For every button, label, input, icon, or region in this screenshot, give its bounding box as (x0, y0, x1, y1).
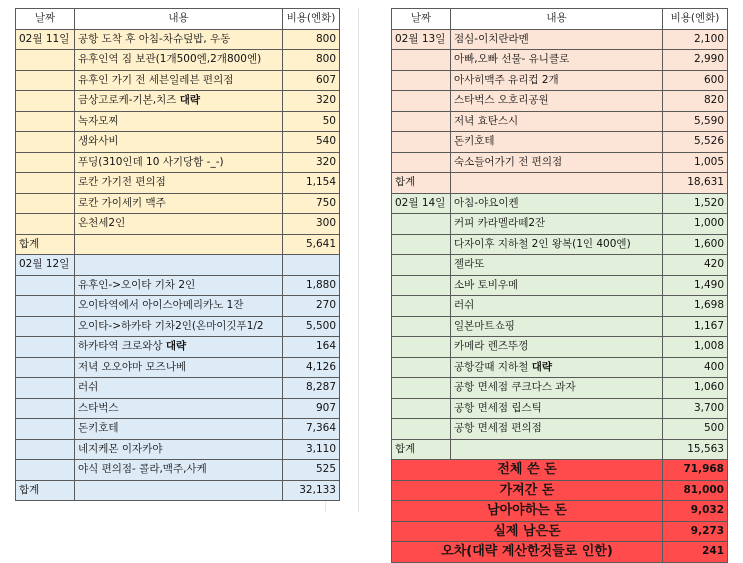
cost-cell[interactable]: 1,490 (663, 275, 728, 296)
table-row (16, 173, 340, 194)
header-date[interactable]: 날짜 (392, 9, 451, 30)
content-cell[interactable] (75, 255, 283, 276)
content-cell[interactable]: 오이타->하카타 기차2인(온마이깃푸1/2 (75, 316, 283, 337)
total-row (392, 173, 728, 194)
cost-cell[interactable]: 1,880 (283, 275, 340, 296)
date-cell[interactable] (16, 460, 75, 481)
table-row (392, 296, 728, 317)
date-cell[interactable] (392, 214, 451, 235)
header-date[interactable]: 날짜 (16, 9, 75, 30)
table-row (16, 111, 340, 132)
date-cell[interactable] (392, 152, 451, 173)
content-cell[interactable]: 카메라 렌즈뚜껑 (451, 337, 663, 358)
header-content[interactable]: 내용 (75, 9, 283, 30)
expense-table-left (15, 8, 340, 501)
cost-cell[interactable]: 4,126 (283, 357, 340, 378)
content-cell[interactable]: 로칸 가이세키 맥주 (75, 193, 283, 214)
content-cell[interactable]: 로칸 가기전 편의점 (75, 173, 283, 194)
table-row (16, 460, 340, 481)
table-row (392, 357, 728, 378)
expense-table-right (391, 8, 728, 563)
cost-cell[interactable]: 7,364 (283, 419, 340, 440)
table-row (392, 398, 728, 419)
cost-cell[interactable]: 1,167 (663, 316, 728, 337)
date-cell[interactable] (392, 398, 451, 419)
content-cell[interactable]: 일본마트쇼핑 (451, 316, 663, 337)
date-cell[interactable] (392, 111, 451, 132)
cost-cell[interactable]: 800 (283, 50, 340, 71)
summary-label[interactable]: 남아야하는 돈 (392, 501, 663, 522)
table-row (16, 193, 340, 214)
header-cost[interactable]: 비용(엔화) (283, 9, 340, 30)
content-cell[interactable]: 유후인 가기 전 세븐일레븐 편의점 (75, 70, 283, 91)
cost-cell[interactable]: 3,110 (283, 439, 340, 460)
cost-cell[interactable]: 907 (283, 398, 340, 419)
table-row (392, 111, 728, 132)
cost-cell[interactable]: 320 (283, 152, 340, 173)
date-cell[interactable] (392, 275, 451, 296)
cost-cell[interactable]: 750 (283, 193, 340, 214)
table-row (392, 152, 728, 173)
content-cell[interactable]: 아사히맥주 유리컵 2개 (451, 70, 663, 91)
content-cell[interactable]: 아침-야요이켄 (451, 193, 663, 214)
content-cell[interactable]: 젤라또 (451, 255, 663, 276)
summary-row (392, 521, 728, 542)
content-cell[interactable]: 돈키호테 (75, 419, 283, 440)
date-cell[interactable] (392, 234, 451, 255)
cost-cell[interactable]: 1,005 (663, 152, 728, 173)
date-cell[interactable] (392, 296, 451, 317)
table-row (16, 398, 340, 419)
summary-row (392, 460, 728, 481)
content-cell[interactable]: 야식 편의점- 콜라,맥주,사케 (75, 460, 283, 481)
content-cell[interactable]: 유후인->오이타 기차 2인 (75, 275, 283, 296)
date-cell[interactable] (16, 275, 75, 296)
summary-row (392, 542, 728, 563)
cost-cell[interactable]: 500 (663, 419, 728, 440)
table-row (392, 91, 728, 112)
cost-cell[interactable]: 1,154 (283, 173, 340, 194)
cost-cell[interactable]: 1,060 (663, 378, 728, 399)
date-cell[interactable] (16, 50, 75, 71)
table-row (16, 357, 340, 378)
summary-row (392, 480, 728, 501)
table-row (392, 378, 728, 399)
date-cell[interactable] (16, 337, 75, 358)
date-cell[interactable] (392, 337, 451, 358)
cost-cell[interactable]: 2,990 (663, 50, 728, 71)
table-row (392, 193, 728, 214)
content-cell[interactable]: 숙소들어가기 전 편의점 (451, 152, 663, 173)
content-cell[interactable]: 녹자모찌 (75, 111, 283, 132)
total-blank[interactable] (451, 439, 663, 460)
content-cell[interactable]: 공항 면세점 립스틱 (451, 398, 663, 419)
date-cell[interactable] (16, 132, 75, 153)
content-cell[interactable]: 공항 면세점 쿠크다스 과자 (451, 378, 663, 399)
content-cell[interactable]: 저녁 오오야마 모즈나베 (75, 357, 283, 378)
table-row (392, 50, 728, 71)
total-value[interactable]: 5,641 (283, 234, 340, 255)
cost-cell[interactable]: 800 (283, 29, 340, 50)
cost-cell[interactable]: 1,000 (663, 214, 728, 235)
sheet-gridline (358, 8, 359, 512)
table-row (392, 275, 728, 296)
date-cell[interactable] (16, 296, 75, 317)
content-cell[interactable]: 커피 카라멜라떼2잔 (451, 214, 663, 235)
cost-cell[interactable]: 3,700 (663, 398, 728, 419)
date-cell[interactable] (392, 419, 451, 440)
summary-row (392, 501, 728, 522)
summary-value[interactable]: 81,000 (663, 480, 728, 501)
cost-cell[interactable]: 8,287 (283, 378, 340, 399)
content-cell[interactable]: 아빠,오빠 선물- 유니클로 (451, 50, 663, 71)
date-cell[interactable] (392, 91, 451, 112)
content-cell[interactable]: 금상고로케-기본,치즈 대략 (75, 91, 283, 112)
total-blank[interactable] (451, 173, 663, 194)
content-cell[interactable]: 온천세2인 (75, 214, 283, 235)
table-row (392, 419, 728, 440)
table-row (16, 316, 340, 337)
table-row (16, 29, 340, 50)
table-row (392, 316, 728, 337)
content-cell[interactable]: 푸딩(310인데 10 사기당함 -_-) (75, 152, 283, 173)
table-row (16, 275, 340, 296)
summary-value[interactable]: 9,032 (663, 501, 728, 522)
content-cell[interactable]: 돈키호테 (451, 132, 663, 153)
date-cell[interactable] (16, 316, 75, 337)
date-cell[interactable] (392, 50, 451, 71)
cost-cell[interactable]: 1,600 (663, 234, 728, 255)
table-row (16, 50, 340, 71)
summary-value[interactable]: 71,968 (663, 460, 728, 481)
cost-cell[interactable]: 1,698 (663, 296, 728, 317)
date-cell[interactable]: 02월 14일 (392, 193, 451, 214)
table-row (16, 296, 340, 317)
total-blank[interactable] (75, 234, 283, 255)
cost-cell[interactable]: 50 (283, 111, 340, 132)
date-cell[interactable] (392, 378, 451, 399)
date-cell[interactable] (392, 132, 451, 153)
date-cell[interactable] (392, 255, 451, 276)
date-cell[interactable] (16, 357, 75, 378)
total-label[interactable]: 합계 (392, 173, 451, 194)
total-row (392, 439, 728, 460)
table-row (392, 214, 728, 235)
header-cost[interactable]: 비용(엔화) (663, 9, 728, 30)
total-value[interactable]: 18,631 (663, 173, 728, 194)
content-cell[interactable]: 저녁 효탄스시 (451, 111, 663, 132)
cost-cell[interactable]: 600 (663, 70, 728, 91)
content-cell[interactable]: 다자이후 지하철 2인 왕복(1인 400엔) (451, 234, 663, 255)
table-row (16, 214, 340, 235)
content-cell[interactable]: 스타벅스 오호리공원 (451, 91, 663, 112)
table-row (16, 70, 340, 91)
table-row (392, 70, 728, 91)
content-cell[interactable]: 오이타역에서 아이스아메리카노 1잔 (75, 296, 283, 317)
summary-value[interactable]: 9,273 (663, 521, 728, 542)
date-cell[interactable] (16, 111, 75, 132)
summary-label[interactable]: 전체 쓴 돈 (392, 460, 663, 481)
summary-label[interactable]: 가져간 돈 (392, 480, 663, 501)
cost-cell[interactable]: 540 (283, 132, 340, 153)
summary-label[interactable]: 실제 남은돈 (392, 521, 663, 542)
approx-marker: 대략 (531, 360, 552, 373)
cost-cell[interactable]: 1,520 (663, 193, 728, 214)
content-cell[interactable]: 하카타역 크로와상 대략 (75, 337, 283, 358)
cost-cell[interactable]: 1,008 (663, 337, 728, 358)
cost-cell[interactable]: 300 (283, 214, 340, 235)
content-cell[interactable]: 점심-이치란라멘 (451, 29, 663, 50)
cost-cell[interactable]: 5,526 (663, 132, 728, 153)
date-cell[interactable] (16, 91, 75, 112)
total-label[interactable]: 합계 (16, 480, 75, 501)
date-cell[interactable]: 02월 13일 (392, 29, 451, 50)
date-cell[interactable] (16, 378, 75, 399)
total-row (16, 234, 340, 255)
content-cell[interactable]: 스타벅스 (75, 398, 283, 419)
header-content[interactable]: 내용 (451, 9, 663, 30)
table-row (16, 152, 340, 173)
date-cell[interactable] (392, 70, 451, 91)
cost-cell[interactable] (283, 255, 340, 276)
cost-cell[interactable]: 400 (663, 357, 728, 378)
table-row (16, 91, 340, 112)
cost-cell[interactable]: 164 (283, 337, 340, 358)
total-label[interactable]: 합계 (16, 234, 75, 255)
content-cell[interactable]: 공항갈때 지하철 대략 (451, 357, 663, 378)
content-cell[interactable]: 공항 도착 후 아침-차슈덮밥, 우동 (75, 29, 283, 50)
table-row (392, 255, 728, 276)
cost-cell[interactable]: 607 (283, 70, 340, 91)
content-cell[interactable]: 공항 면세점 편의점 (451, 419, 663, 440)
header-row (392, 9, 728, 30)
total-label[interactable]: 합계 (392, 439, 451, 460)
date-cell[interactable] (16, 70, 75, 91)
total-blank[interactable] (75, 480, 283, 501)
table-row (392, 337, 728, 358)
cost-cell[interactable]: 5,500 (283, 316, 340, 337)
cost-cell[interactable]: 5,590 (663, 111, 728, 132)
table-row (16, 378, 340, 399)
total-value[interactable]: 32,133 (283, 480, 340, 501)
total-row (16, 480, 340, 501)
date-cell[interactable] (16, 398, 75, 419)
content-cell[interactable]: 러쉬 (75, 378, 283, 399)
header-row (16, 9, 340, 30)
content-cell[interactable]: 유후인역 짐 보관(1개500엔,2개800엔) (75, 50, 283, 71)
date-cell[interactable] (16, 419, 75, 440)
cost-cell[interactable]: 270 (283, 296, 340, 317)
table-row (392, 132, 728, 153)
table-row (16, 337, 340, 358)
date-cell[interactable]: 02월 12일 (16, 255, 75, 276)
date-cell[interactable] (16, 439, 75, 460)
table-row (16, 439, 340, 460)
summary-value[interactable]: 241 (663, 542, 728, 563)
date-cell[interactable] (16, 214, 75, 235)
table-row (16, 132, 340, 153)
date-cell[interactable] (16, 173, 75, 194)
cost-cell[interactable]: 420 (663, 255, 728, 276)
table-row (16, 419, 340, 440)
date-cell[interactable] (16, 152, 75, 173)
content-cell[interactable]: 러쉬 (451, 296, 663, 317)
table-row (392, 29, 728, 50)
date-cell[interactable] (392, 316, 451, 337)
summary-label[interactable]: 오차(대략 계산한것들로 인한) (392, 542, 663, 563)
approx-marker: 대략 (165, 340, 187, 353)
content-cell[interactable]: 네지케몬 이자카야 (75, 439, 283, 460)
date-cell[interactable] (16, 193, 75, 214)
date-cell[interactable] (392, 357, 451, 378)
content-cell[interactable]: 소바 토비우메 (451, 275, 663, 296)
total-value[interactable]: 15,563 (663, 439, 728, 460)
date-row (16, 255, 340, 276)
cost-cell[interactable]: 525 (283, 460, 340, 481)
table-row (392, 234, 728, 255)
date-cell[interactable]: 02월 11일 (16, 29, 75, 50)
cost-cell[interactable]: 320 (283, 91, 340, 112)
approx-marker: 대략 (179, 94, 201, 107)
content-cell[interactable]: 생와사비 (75, 132, 283, 153)
cost-cell[interactable]: 2,100 (663, 29, 728, 50)
cost-cell[interactable]: 820 (663, 91, 728, 112)
